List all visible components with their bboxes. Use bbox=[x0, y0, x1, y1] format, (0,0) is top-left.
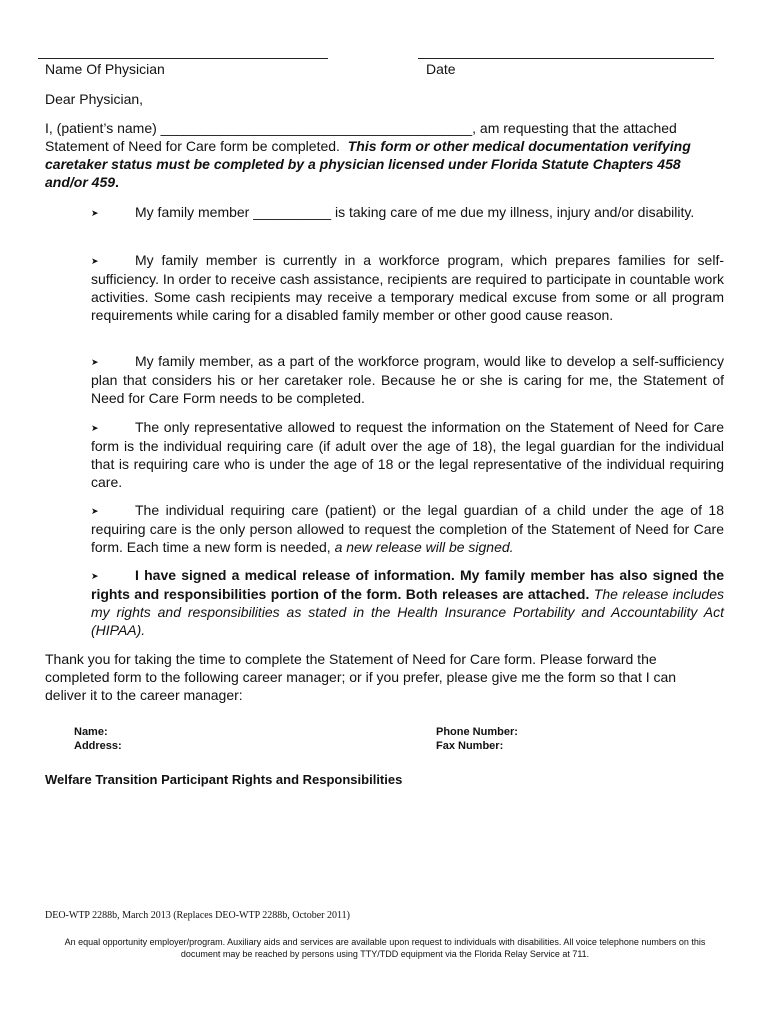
arrowhead-bullet-icon: ➤ bbox=[91, 256, 99, 266]
eeo-statement: An equal opportunity employer/program. Auxiliary aids and services are available upon request to individuals with disabilities. All voice telephone numbers on this document may be reached by persons using TTY/TDD equipment via the Florida Relay Service at 711. bbox=[64, 937, 706, 959]
greeting: Dear Physician, bbox=[45, 91, 144, 107]
item-text: My family member __________ is taking care of me due my illness, injury and/or disability. bbox=[135, 204, 695, 220]
contact-phone-label: Phone Number: bbox=[436, 726, 518, 738]
intro-end: . bbox=[115, 174, 119, 190]
item-text: The only representative allowed to request the information on the Statement of Need for Care form is the individual requiring care (if adult over the age of 18), the legal guardian for the individual that is requiring care who is under the age of 18 or the legal representative of the individual requiring care. bbox=[91, 419, 724, 490]
item-text: My family member, as a part of the workforce program, would like to develop a self-sufficiency plan that considers his or her caretaker role. Because he or she is caring for me, the Statement of Need for Care Form needs to be completed. bbox=[91, 353, 724, 406]
form-id: DEO-WTP 2288b, March 2013 (Replaces DEO-WTP 2288b, October 2011) bbox=[45, 910, 350, 921]
list-item bbox=[91, 203, 724, 222]
arrowhead-bullet-icon: ➤ bbox=[91, 357, 99, 367]
date-label: Date bbox=[426, 61, 456, 77]
arrowhead-bullet-icon: ➤ bbox=[91, 571, 99, 581]
item-text: The individual requiring care (patient) or the legal guardian of a child under the age of 18 requiring care is the only person allowed to request the completion of the Statement of Need for Care form. Each time a new form is needed, bbox=[91, 502, 724, 555]
contact-fax-label: Fax Number: bbox=[436, 740, 504, 752]
list-item bbox=[91, 566, 724, 639]
section-title: Welfare Transition Participant Rights and Responsibilities bbox=[45, 772, 403, 787]
list-item bbox=[91, 352, 724, 407]
physician-signature-line[interactable] bbox=[38, 58, 328, 59]
date-line[interactable] bbox=[418, 58, 714, 59]
contact-name-label: Name: bbox=[74, 726, 108, 738]
contact-address-label: Address: bbox=[74, 740, 122, 752]
item-bold-text: I have signed a medical release of information. My family member has also signed the rights and responsibilities portion of the form. Both releases are attached. bbox=[91, 567, 724, 602]
intro-text: I, (patient’s name) ________________________________________, am requesting that the attached Statement of Need for Care form be completed. bbox=[45, 120, 677, 154]
arrowhead-bullet-icon: ➤ bbox=[91, 208, 99, 218]
list-item bbox=[91, 418, 724, 491]
list-item bbox=[91, 251, 724, 324]
list-item bbox=[91, 501, 724, 556]
closing-paragraph: Thank you for taking the time to complete the Statement of Need for Care form. Please forward the completed form to the following career manager; or if you prefer, please give me the form so that I can deliver it to the career manager: bbox=[45, 651, 677, 703]
intro-emphasis: This form or other medical documentation verifying caretaker status must be completed by a physician licensed under Florida Statute Chapters 458 and/or 459 bbox=[45, 138, 691, 190]
arrowhead-bullet-icon: ➤ bbox=[91, 423, 99, 433]
physician-name-label: Name Of Physician bbox=[45, 61, 165, 77]
item-text: My family member is currently in a workforce program, which prepares families for self-sufficiency. In order to receive cash assistance, recipients are required to participate in countable work activities. Some cash recipients may receive a temporary medical excuse from some or all program requirements while caring for a disabled family member or other good cause reason. bbox=[91, 252, 724, 323]
arrowhead-bullet-icon: ➤ bbox=[91, 506, 99, 516]
item-italic-text: a new release will be signed. bbox=[334, 539, 514, 555]
intro-paragraph bbox=[45, 119, 725, 191]
item-italic-text: The release includes my rights and responsibilities as stated in the Health Insurance Portability and Accountability Act (HIPAA). bbox=[91, 586, 724, 638]
